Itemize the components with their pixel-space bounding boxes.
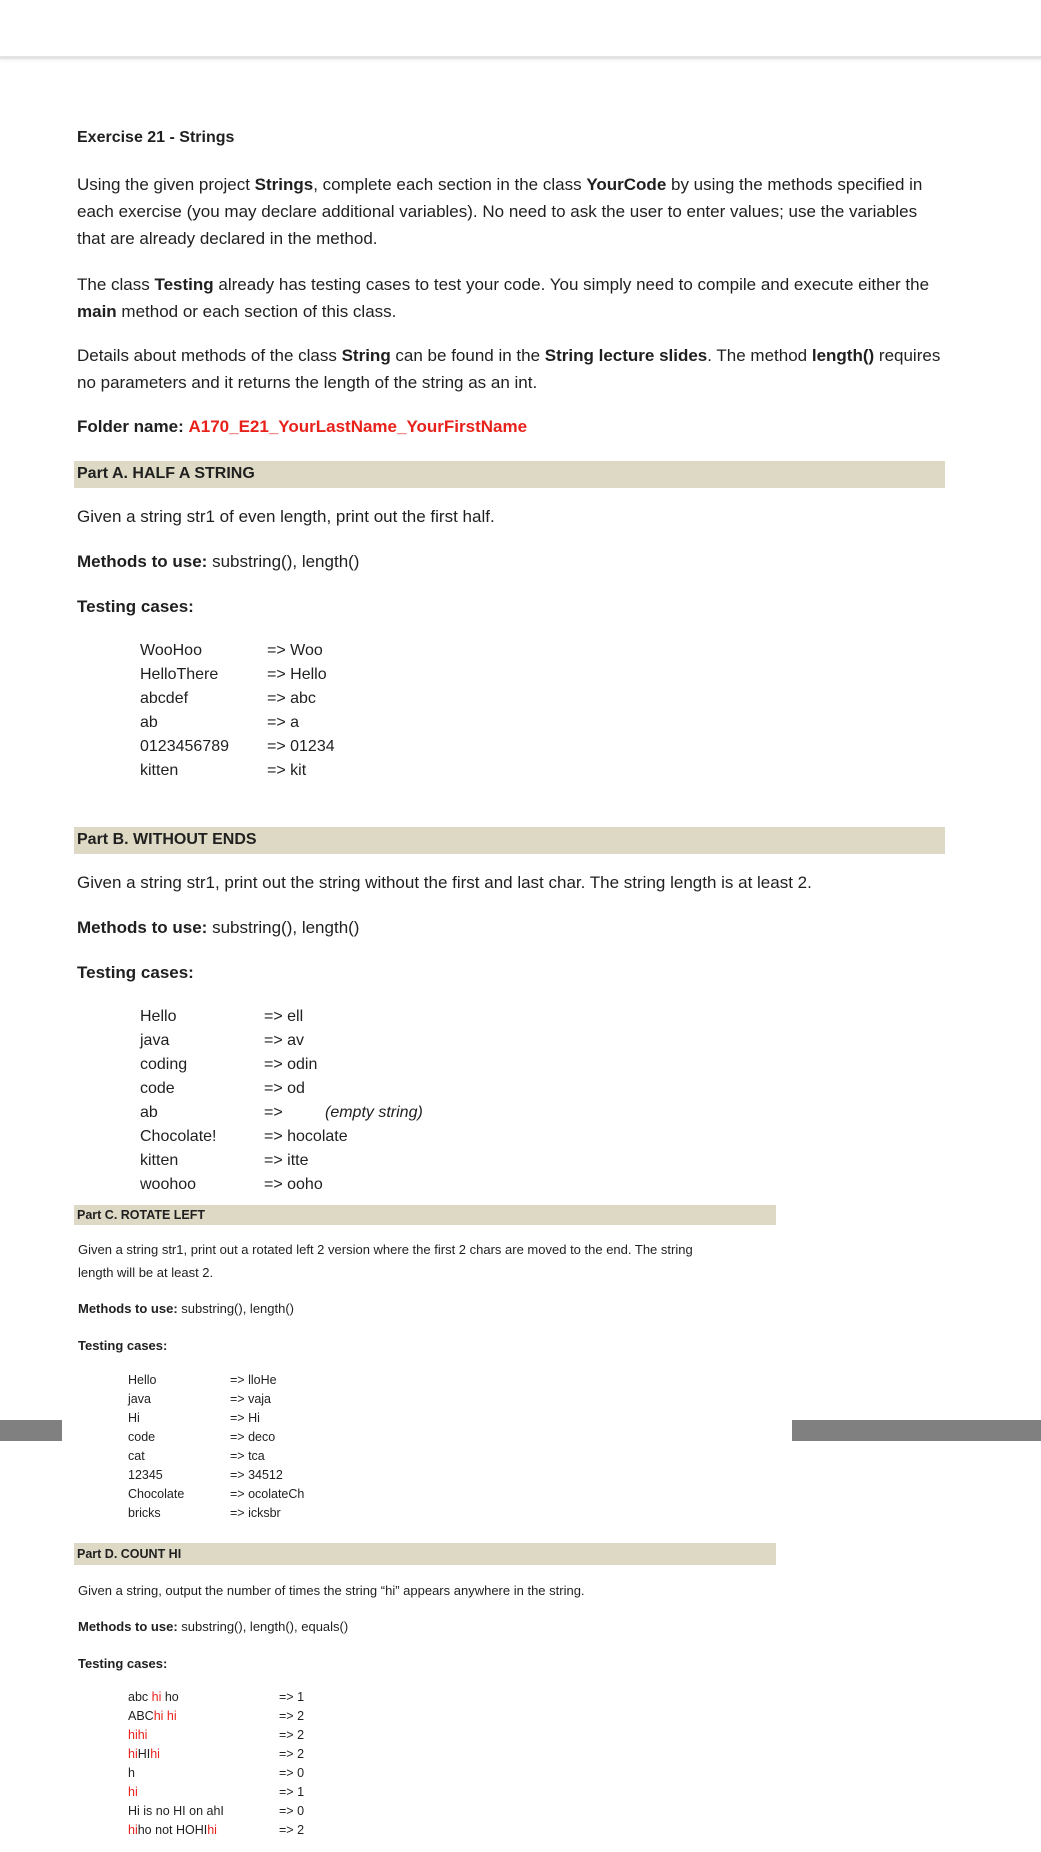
test-case-input: abc hi ho bbox=[128, 1690, 179, 1704]
intro-paragraph-3: Details about methods of the class String can be found in the String lecture slides. The method length() requires no parameters and it returns the length of the string as an int. bbox=[77, 346, 941, 392]
test-case-input: 12345 bbox=[128, 1468, 163, 1482]
part-d-methods: Methods to use: substring(), length(), equals() bbox=[78, 1619, 349, 1634]
test-case-input: WooHoo bbox=[140, 642, 202, 659]
test-case-input: code bbox=[128, 1430, 156, 1444]
test-case-output: => 34512 bbox=[230, 1468, 283, 1482]
test-case-output: => av bbox=[264, 1032, 305, 1049]
test-case-output: => abc bbox=[267, 690, 316, 707]
part-d-header: Part D. COUNT HI bbox=[74, 1543, 776, 1565]
test-case-note: (empty string) bbox=[325, 1104, 423, 1121]
test-case-input: abcdef bbox=[140, 690, 189, 707]
test-case-output: => kit bbox=[267, 762, 307, 779]
test-case-output: => 0 bbox=[279, 1766, 305, 1780]
test-case-input: hihi bbox=[128, 1728, 148, 1742]
test-case-input: Chocolate! bbox=[140, 1128, 217, 1145]
test-case-output: => ocolateCh bbox=[230, 1487, 305, 1501]
test-case-input: hi bbox=[128, 1785, 138, 1799]
test-case-output: => bbox=[264, 1104, 283, 1121]
test-case-output: => odin bbox=[264, 1056, 318, 1073]
test-case-input: woohoo bbox=[140, 1176, 197, 1193]
test-case-input: cat bbox=[128, 1449, 145, 1463]
left-page-edge-bar bbox=[0, 1420, 62, 1441]
part-c-description-line-1: Given a string str1, print out a rotated left 2 version where the first 2 chars are moved to the end. The string bbox=[78, 1242, 693, 1257]
test-case-output: => a bbox=[267, 714, 300, 731]
part-b-testing-label: Testing cases: bbox=[77, 963, 194, 982]
test-case-output: => Woo bbox=[267, 642, 323, 659]
right-page-edge-bar bbox=[792, 1420, 1041, 1441]
test-case-output: => ell bbox=[264, 1008, 304, 1025]
test-case-input: Hi bbox=[128, 1411, 140, 1425]
test-case-output: => vaja bbox=[230, 1392, 272, 1406]
part-d-description: Given a string, output the number of times the string “hi” appears anywhere in the string. bbox=[78, 1583, 585, 1598]
intro-paragraph-1: Using the given project Strings, complete each section in the class YourCode by using the methods specified in each exercise (you may declare additional variables). No need to ask the user to enter values; use the variables that are already declared in the method. bbox=[77, 175, 923, 248]
part-c-header: Part C. ROTATE LEFT bbox=[74, 1205, 776, 1225]
test-case-input: java bbox=[128, 1392, 151, 1406]
part-d-testing-label: Testing cases: bbox=[78, 1656, 168, 1671]
test-case-output: => itte bbox=[264, 1152, 309, 1169]
test-case-output: => deco bbox=[230, 1430, 276, 1444]
part-a-methods: Methods to use: substring(), length() bbox=[77, 552, 360, 571]
test-case-input: Hello bbox=[140, 1008, 177, 1025]
test-case-input: Hello bbox=[128, 1373, 157, 1387]
test-case-output: => 0 bbox=[279, 1804, 305, 1818]
test-case-input: ab bbox=[140, 1104, 158, 1121]
test-case-output: => lloHe bbox=[230, 1373, 277, 1387]
test-case-output: => 2 bbox=[279, 1747, 305, 1761]
viewer-toolbar bbox=[0, 0, 1041, 59]
test-case-input: kitten bbox=[140, 762, 179, 779]
part-a-description: Given a string str1 of even length, print out the first half. bbox=[77, 507, 495, 526]
test-case-input: ab bbox=[140, 714, 158, 731]
test-case-input: h bbox=[128, 1766, 135, 1780]
test-case-input: Hi is no HI on ahI bbox=[128, 1804, 224, 1818]
part-a-testing-label: Testing cases: bbox=[77, 597, 194, 616]
test-case-output: => Hi bbox=[230, 1411, 260, 1425]
test-case-input: 0123456789 bbox=[140, 738, 229, 755]
test-case-output: => icksbr bbox=[230, 1506, 281, 1520]
test-case-output: => 2 bbox=[279, 1709, 305, 1723]
test-case-output: => 2 bbox=[279, 1823, 305, 1837]
test-case-input: Chocolate bbox=[128, 1487, 185, 1501]
intro-paragraph-2: The class Testing already has testing cases to test your code. You simply need to compile and execute either the main method or each section of this class. bbox=[77, 275, 930, 321]
page-title: Exercise 21 - Strings bbox=[77, 129, 235, 146]
test-case-input: ABChi hi bbox=[128, 1709, 177, 1723]
test-case-input: hiho not HOHIhi bbox=[128, 1823, 217, 1837]
part-c-description-line-2: length will be at least 2. bbox=[78, 1265, 214, 1280]
part-b-methods: Methods to use: substring(), length() bbox=[77, 918, 360, 937]
test-case-input: kitten bbox=[140, 1152, 179, 1169]
test-case-output: => ooho bbox=[264, 1176, 323, 1193]
test-case-input: HelloThere bbox=[140, 666, 219, 683]
test-case-output: => 01234 bbox=[267, 738, 335, 755]
folder-name: Folder name: A170_E21_YourLastName_YourFirstName bbox=[77, 417, 528, 436]
test-case-input: hiHIhi bbox=[128, 1747, 160, 1761]
part-a-header: Part A. HALF A STRING bbox=[74, 461, 945, 488]
test-case-input: bricks bbox=[128, 1506, 161, 1520]
test-case-input: java bbox=[140, 1032, 170, 1049]
test-case-output: => 1 bbox=[279, 1785, 305, 1799]
part-b-header: Part B. WITHOUT ENDS bbox=[74, 827, 945, 854]
test-case-input: coding bbox=[140, 1056, 188, 1073]
test-case-output: => 2 bbox=[279, 1728, 305, 1742]
test-case-output: => tca bbox=[230, 1449, 265, 1463]
part-c-methods: Methods to use: substring(), length() bbox=[78, 1301, 295, 1316]
test-case-input: code bbox=[140, 1080, 175, 1097]
test-case-output: => hocolate bbox=[264, 1128, 348, 1145]
part-b-description: Given a string str1, print out the string without the first and last char. The string length is at least 2. bbox=[77, 873, 812, 892]
test-case-output: => 1 bbox=[279, 1690, 305, 1704]
part-c-testing-label: Testing cases: bbox=[78, 1338, 168, 1353]
test-case-output: => Hello bbox=[267, 666, 327, 683]
test-case-output: => od bbox=[264, 1080, 305, 1097]
